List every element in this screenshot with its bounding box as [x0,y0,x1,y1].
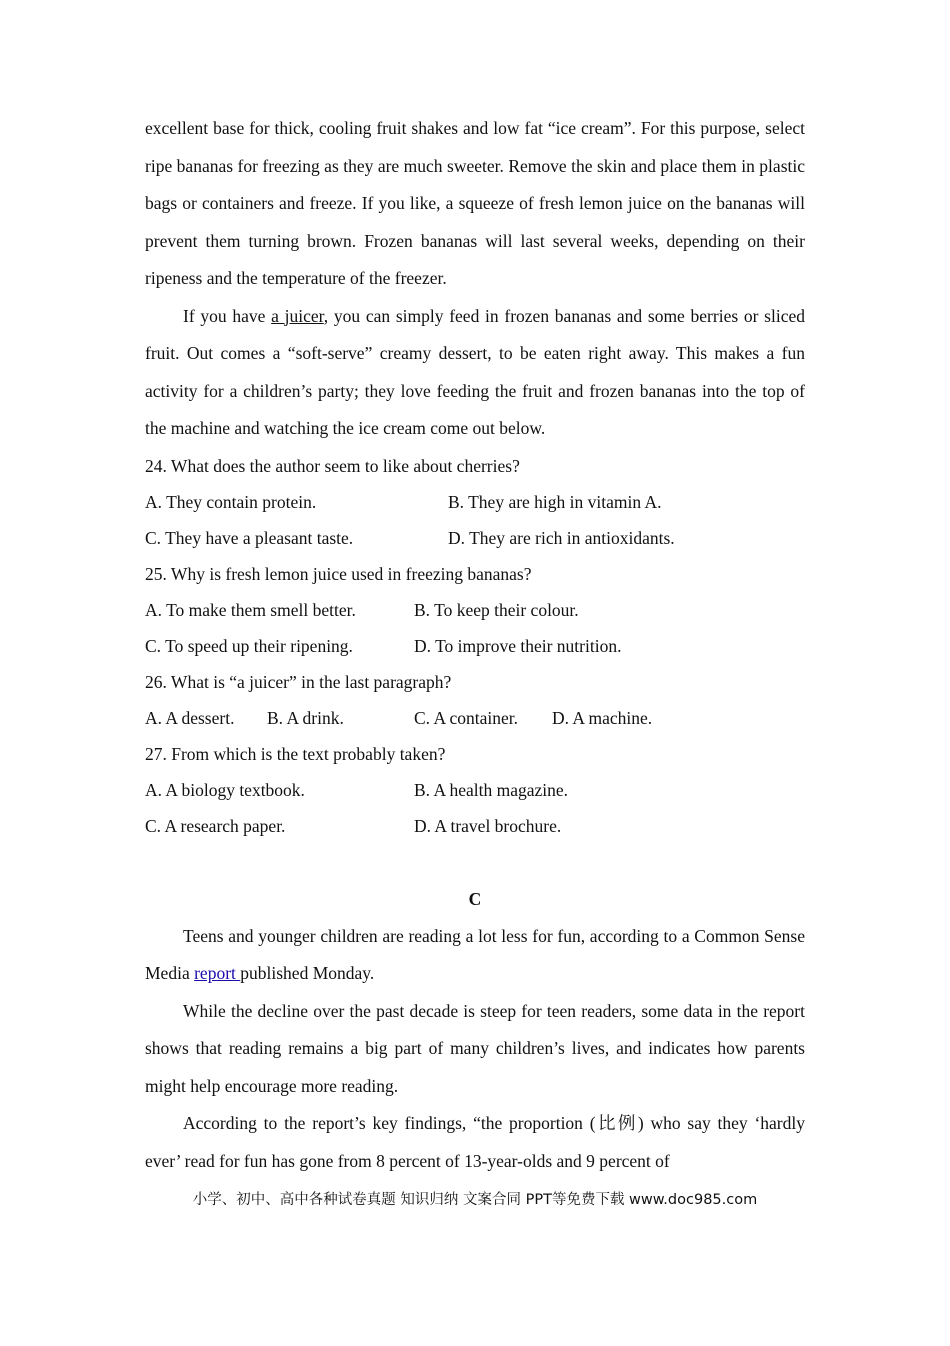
option-b: B. To keep their colour. [414,599,579,620]
underlined-term: a juicer [271,305,324,326]
question-stem: 26. What is “a juicer” in the last paragraph? [145,671,452,692]
passage-b-paragraph-juicer [145,298,805,448]
option-b: B. A drink. [267,707,344,728]
options-row [145,808,805,844]
option-d: D. A machine. [552,707,653,728]
passage-c-paragraph: While the decline over the past decade is steep for teen readers, some data in the report shows that reading remains a big part of many children’s lives, and indicates how parents might help encourage more reading. [145,1000,805,1096]
report-link[interactable]: report [194,963,241,983]
options-row [145,520,805,556]
passage-c-paragraph: According to the report’s key findings, “the proportion (比例) who say they ‘hardly ever’ read for fun has gone from 8 percent of 13-year-olds and 9 percent of [145,1113,805,1171]
options-row [145,628,805,664]
paragraph-text: If you have [183,305,272,326]
question-stem: 27. From which is the text probably taken? [145,743,446,764]
passage-c-paragraph [145,918,805,993]
question-stem: 24. What does the author seem to like about cherries? [145,455,520,476]
question-stem: 25. Why is fresh lemon juice used in freezing bananas? [145,563,532,584]
option-a: A. To make them smell better. [145,599,356,620]
option-c: C. To speed up their ripening. [145,635,353,656]
option-a: A. They contain protein. [145,491,317,512]
options-row [145,484,805,520]
option-b: B. They are high in vitamin A. [448,491,662,512]
option-a: A. A dessert. [145,707,235,728]
options-row [145,772,805,808]
options-row [145,592,805,628]
option-c: C. They have a pleasant taste. [145,527,354,548]
page-footer: 小学、初中、高中各种试卷真题 知识归纳 文案合同 PPT等免费下载 www.doc985.com [192,1192,758,1208]
section-heading: C [468,888,482,909]
option-d: D. A travel brochure. [414,815,562,836]
paragraph-text: , you can simply feed in frozen bananas and some berries or sliced fruit. Out comes a “soft-serve” creamy dessert, to be eaten right away. This makes a fun activity for a children’s party; they love feeding the fruit and frozen bananas into the top of the machine and watching the ice cream come out below. [145,305,805,438]
paragraph-text: published Monday. [240,963,375,983]
option-d: D. To improve their nutrition. [414,635,622,656]
option-c: C. A research paper. [145,815,286,836]
option-b: B. A health magazine. [414,779,569,800]
page-content [145,110,805,1180]
options-row [145,700,805,736]
option-c: C. A container. [414,707,519,728]
option-d: D. They are rich in antioxidants. [448,527,675,548]
paragraph-text: Teens and younger children are reading a lot less for fun, according to a Common Sense Media [145,925,805,983]
spacer [145,844,805,881]
option-a: A. A biology textbook. [145,779,305,800]
passage-b-paragraph: excellent base for thick, cooling fruit shakes and low fat “ice cream”. For this purpose, select ripe bananas for freezing as they are much sweeter. Remove the skin and place them in plastic bags or containers and freeze. If you like, a squeeze of fresh lemon juice on the bananas will prevent them turning brown. Frozen bananas will last several weeks, depending on their ripeness and the temperature of the freezer. [145,118,805,288]
